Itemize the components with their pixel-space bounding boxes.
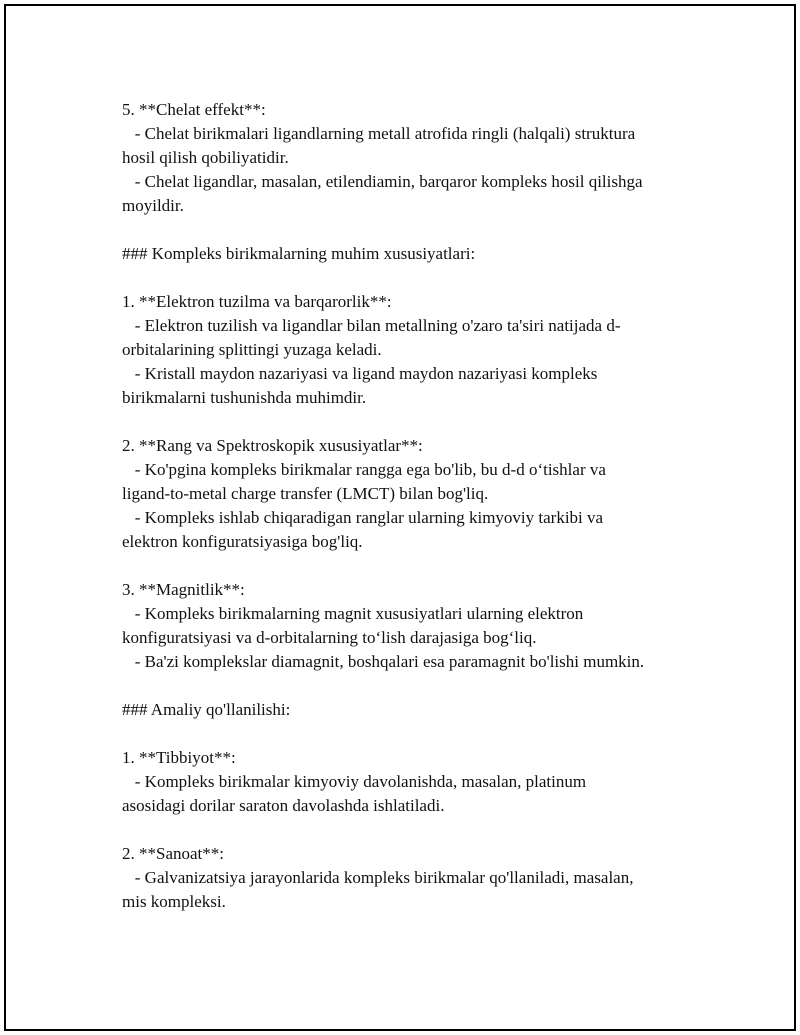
text-line: asosidagi dorilar saraton davolashda ishlatiladi. xyxy=(122,796,445,815)
text-line: - Kompleks birikmalar kimyoviy davolanishda, masalan, platinum xyxy=(122,772,587,791)
text-line: orbitalarining splittingi yuzaga keladi. xyxy=(122,340,382,359)
text-line: 3. **Magnitlik**: xyxy=(122,580,245,599)
blank-line xyxy=(122,674,702,698)
blank-line xyxy=(122,218,702,242)
text-line: - Galvanizatsiya jarayonlarida kompleks birikmalar qo'llaniladi, masalan, xyxy=(122,868,634,887)
text-line: 5. **Chelat effekt**: xyxy=(122,100,266,119)
text-line: - Kristall maydon nazariyasi va ligand maydon nazariyasi kompleks xyxy=(122,364,598,383)
text-line: moyildir. xyxy=(122,196,184,215)
blank-line xyxy=(122,266,702,290)
section-heading: ### Kompleks birikmalarning muhim xususiyatlari: xyxy=(122,244,476,263)
blank-line xyxy=(122,554,702,578)
text-line: - Elektron tuzilish va ligandlar bilan metallning o'zaro ta'siri natijada d- xyxy=(122,316,621,335)
text-line: mis kompleksi. xyxy=(122,892,226,911)
text-line: - Chelat ligandlar, masalan, etilendiamin, barqaror kompleks hosil qilishga xyxy=(122,172,643,191)
text-line: - Ko'pgina kompleks birikmalar rangga ega bo'lib, bu d-d oʻtishlar va xyxy=(122,460,606,479)
blank-line xyxy=(122,722,702,746)
text-line: - Ba'zi komplekslar diamagnit, boshqalari esa paramagnit bo'lishi mumkin. xyxy=(122,652,645,671)
text-line: konfiguratsiyasi va d-orbitalarning toʻlish darajasiga bogʻliq. xyxy=(122,628,537,647)
text-line: 2. **Sanoat**: xyxy=(122,844,224,863)
document-page xyxy=(4,4,796,1031)
document-body xyxy=(122,98,702,914)
text-line: birikmalarni tushunishda muhimdir. xyxy=(122,388,367,407)
text-line: ligand-to-metal charge transfer (LMCT) bilan bog'liq. xyxy=(122,484,489,503)
text-line: 1. **Tibbiyot**: xyxy=(122,748,236,767)
text-line: 1. **Elektron tuzilma va barqarorlik**: xyxy=(122,292,392,311)
text-line: hosil qilish qobiliyatidir. xyxy=(122,148,289,167)
text-line: - Kompleks ishlab chiqaradigan ranglar ularning kimyoviy tarkibi va xyxy=(122,508,604,527)
text-line: elektron konfiguratsiyasiga bog'liq. xyxy=(122,532,363,551)
text-line: 2. **Rang va Spektroskopik xususiyatlar**: xyxy=(122,436,423,455)
blank-line xyxy=(122,818,702,842)
text-line: - Kompleks birikmalarning magnit xususiyatlari ularning elektron xyxy=(122,604,584,623)
section-heading: ### Amaliy qo'llanilishi: xyxy=(122,700,291,719)
blank-line xyxy=(122,410,702,434)
text-line: - Chelat birikmalari ligandlarning metall atrofida ringli (halqali) struktura xyxy=(122,124,636,143)
